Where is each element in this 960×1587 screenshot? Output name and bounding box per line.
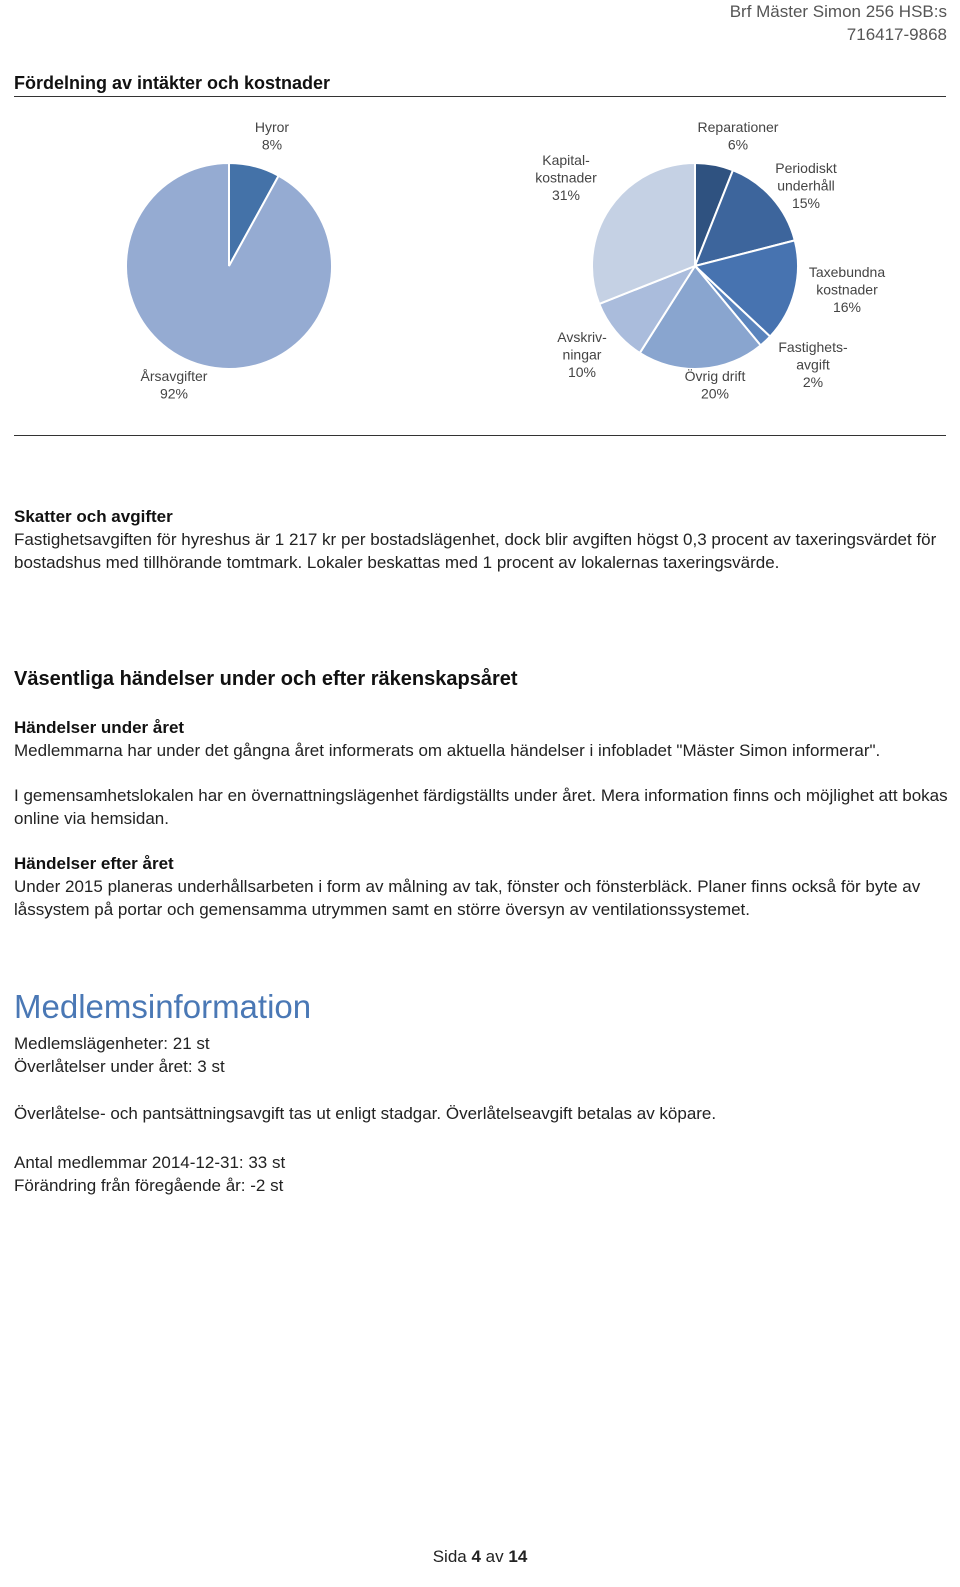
medlem-fees <box>14 1102 949 1125</box>
slice-label: Taxebundna kostnader 16% <box>808 264 886 315</box>
medlem-members <box>14 1151 949 1197</box>
handelser-efter-p1: Under 2015 planeras underhållsarbeten i form av målning av tak, fönster och fönsterbläck. Planer finns också för byte av låssystem på portar och gemensamma utrymmen samt en större översyn av ventilationssystemet. <box>14 877 921 919</box>
handelser-efter-section <box>14 852 949 921</box>
section-divider-top <box>14 96 946 97</box>
medlem-line4: Antal medlemmar 2014-12-31: 33 st <box>14 1153 286 1172</box>
slice-label: Fastighets-avgift 2% <box>778 339 848 390</box>
footer-page-total: 14 <box>508 1547 528 1566</box>
skatter-heading: Skatter och avgifter <box>14 507 173 526</box>
handelser-under-p1: Medlemmarna har under det gångna året informerats om aktuella händelser i infobladet "Mäster Simon informerar". <box>14 741 881 760</box>
handelser-under-p2: I gemensamhetslokalen har en övernattningslägenhet färdigställts under året. Mera information finns och möjlighet att bokas online via hemsidan. <box>14 786 948 828</box>
pie-charts <box>0 110 960 420</box>
skatter-text: Fastighetsavgiften för hyreshus är 1 217 kr per bostadslägenhet, dock blir avgiften högst 0,3 procent av taxeringsvärdet för bostadshus med tillhörande tomtmark. Lokaler beskattas med 1 procent av lokalernas taxeringsvärde. <box>14 530 937 572</box>
medlem-counts <box>14 1032 949 1078</box>
handelser-heading: Väsentliga händelser under och efter räkenskapsåret <box>14 668 518 690</box>
slice-label: Kapital-kostnader 31% <box>535 152 597 203</box>
handelser-under-heading: Händelser under året <box>14 718 185 737</box>
slice-label: Periodiskt underhåll 15% <box>775 160 837 211</box>
skatter-section <box>14 505 949 574</box>
header-org-name: Brf Mäster Simon 256 HSB:s <box>729 2 947 21</box>
handelser-efter-heading: Händelser efter året <box>14 854 174 873</box>
section-divider-bottom <box>14 435 946 436</box>
cost-pie-chart <box>535 119 885 402</box>
medlem-line2: Överlåtelser under året: 3 st <box>14 1057 225 1076</box>
slice-label: Årsavgifter 92% <box>140 368 208 402</box>
section-title: Fördelning av intäkter och kostnader <box>14 73 331 93</box>
handelser-under-p2-block <box>14 784 949 830</box>
medlem-line5: Förändring från föregående år: -2 st <box>14 1176 284 1195</box>
medlem-heading: Medlemsinformation <box>14 988 312 1025</box>
footer-prefix: Sida <box>432 1547 467 1566</box>
footer-page-number: 4 <box>471 1547 481 1566</box>
handelser-under-section <box>14 716 949 762</box>
medlem-line3: Överlåtelse- och pantsättningsavgift tas ut enligt stadgar. Överlåtelseavgift betalas av köpare. <box>14 1104 717 1123</box>
slice-label: Reparationer 6% <box>697 119 779 153</box>
footer-mid: av <box>485 1547 504 1566</box>
document-header <box>730 0 947 46</box>
slice-label: Övrig drift 20% <box>684 368 746 402</box>
income-pie-chart <box>126 119 332 402</box>
slice-label: Avskriv-ningar 10% <box>557 329 607 380</box>
header-org-number: 716417-9868 <box>846 25 947 44</box>
slice-label: Hyror 8% <box>254 119 290 153</box>
medlem-line1: Medlemslägenheter: 21 st <box>14 1034 210 1053</box>
pie-slice <box>126 163 332 369</box>
page-footer <box>0 1547 960 1567</box>
